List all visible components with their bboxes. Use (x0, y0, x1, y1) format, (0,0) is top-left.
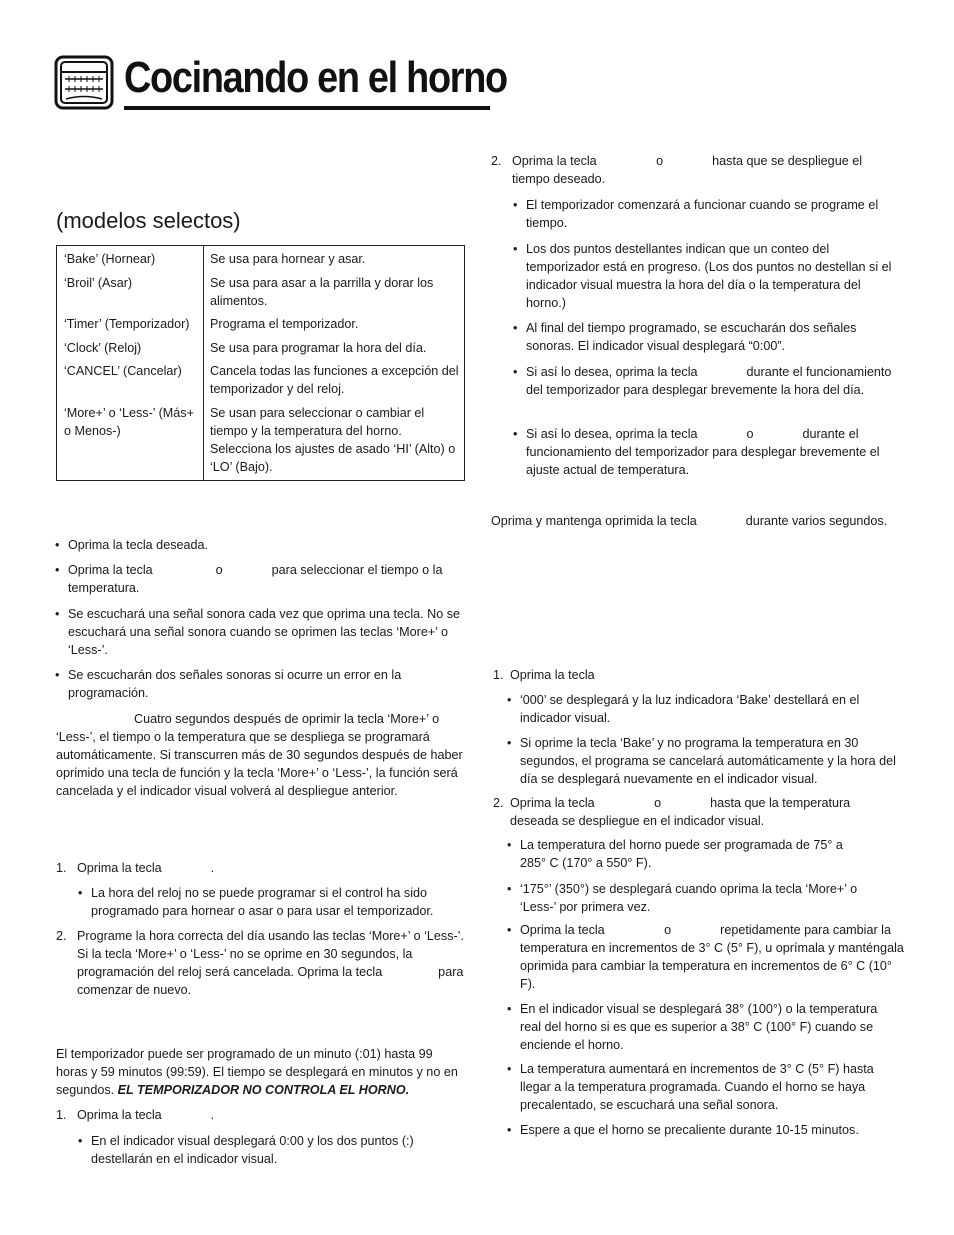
list-item: • Si así lo desea, oprima la tecla o durante el funcionamiento del temporizador para desplegar brevemente el ajuste actual de temperatura. (526, 425, 902, 479)
control-table (56, 245, 465, 481)
step-number: 1. (56, 1108, 67, 1122)
list-item: • Si así lo desea, oprima la tecla durante el funcionamiento del temporizador para desplegar brevemente la hora del día. (526, 363, 902, 399)
list-item: • Si oprime la tecla ‘Bake’ y no programa la temperatura en 30 segundos, el programa se cancelará automáticamente y la hora del día se desplegará nuevamente en el indicador visual. (520, 734, 900, 788)
clock-step-1: Oprima la tecla . (77, 861, 215, 875)
timer-step-1: Oprima la tecla . (77, 1108, 215, 1122)
title-underline (124, 106, 490, 110)
table-desc: Se usan para seleccionar o cambiar el tiempo y la temperatura del horno. Selecciona los ajustes de asado ‘HI’ (Alto) o ‘LO’ (Bajo). (210, 406, 456, 474)
list-item: • Se escucharán dos señales sonoras si ocurre un error en la programación. (68, 666, 460, 702)
timer-warning: EL TEMPORIZADOR NO CONTROLA EL HORNO. (117, 1083, 410, 1097)
timer-intro (56, 1045, 466, 1099)
table-desc: Programa el temporizador. (210, 317, 359, 331)
step-number: 2. (56, 929, 67, 943)
list-item: • Oprima la tecla o repetidamente para cambiar la temperatura en incrementos de 3° C (5° F), u oprímala y manténgala oprimida para cambiar la temperatura en incrementos de 6° C (10° F). (520, 921, 905, 993)
list-item: • ‘175°’ (350°) se desplegará cuando oprima la tecla ‘More+’ o ‘Less-’ por primera vez. (520, 880, 865, 916)
timer-step-2: Oprima la tecla o hasta que se despliegue el tiempo deseado. (512, 154, 866, 186)
table-desc: Cancela todas las funciones a excepción del temporizador y del reloj. (210, 364, 459, 396)
cancel-timer-text: Oprima y mantenga oprimida la tecla durante varios segundos. (491, 514, 888, 528)
list-item: • En el indicador visual desplegará 0:00 y los dos puntos (:) destellarán en el indicador visual. (91, 1132, 451, 1168)
table-key: ‘Clock’ (Reloj) (64, 341, 142, 355)
table-desc: Se usa para asar a la parrilla y dorar los alimentos. (210, 276, 434, 308)
list-item: • Al final del tiempo programado, se escucharán dos señales sonoras. El indicador visual desplegará “0:00”. (526, 319, 902, 355)
table-key: ‘More+’ o ‘Less-’ (Más+ o Menos-) (64, 406, 194, 438)
table-divider (203, 246, 204, 480)
list-item: • En el indicador visual se desplegará 38° (100°) o la temperatura real del horno si es que es superior a 38° C (100° F) cuando se enciende el horno. (520, 1000, 895, 1054)
table-key: ‘Timer’ (Temporizador) (64, 317, 190, 331)
table-key: ‘Broil’ (Asar) (64, 276, 133, 290)
list-item: • Espere a que el horno se precaliente durante 10-15 minutos. (520, 1121, 895, 1139)
list-item: • Oprima la tecla deseada. (68, 536, 458, 554)
table-desc: Se usa para hornear y asar. (210, 252, 366, 266)
step-number: 2. (491, 154, 502, 168)
note-paragraph: Cuatro segundos después de oprimir la tecla ‘More+’ o ‘Less-’, el tiempo o la temperatura que se despliega se programará automáticamente. Si transcurren más de 30 segundos después de haber oprimido una tecla de función y la tecla ‘More+’ o ‘Less-’, la función será cancelada y el indicador visual volverá al despliegue anterior. (56, 712, 463, 798)
list-item: • La temperatura aumentará en incrementos de 3° C (5° F) hasta llegar a la temperatura programada. Cuando el horno se haya precalentado, se escuchará una señal sonora. (520, 1060, 895, 1114)
timer-intro-text: El temporizador puede ser programado de un minuto (:01) hasta 99 horas y 59 minutos (99:59). El tiempo se desplegará en minutos y no en segundos. (56, 1047, 458, 1097)
step-number: 2. (493, 796, 504, 810)
list-item: • Oprima la tecla o para seleccionar el tiempo o la temperatura. (68, 561, 460, 597)
step-number: 1. (493, 668, 504, 682)
oven-icon (54, 55, 114, 110)
section-subtitle: (modelos selectos) (56, 208, 241, 233)
page-title: Cocinando en el horno (124, 53, 507, 102)
step-number: 1. (56, 861, 67, 875)
list-item: • La temperatura del horno puede ser programada de 75° a 285° C (170° a 550° F). (520, 836, 865, 872)
list-item: • ‘000’ se desplegará y la luz indicadora ‘Bake’ destellará en el indicador visual. (520, 691, 900, 727)
list-item: • La hora del reloj no se puede programar si el control ha sido programado para hornear o asar o para usar el temporizador. (91, 884, 461, 920)
clock-step-2: Programe la hora correcta del día usando las teclas ‘More+’ o ‘Less-’. Si la tecla ‘More+’ o ‘Less-’ no se oprime en 30 segundos, la programación del reloj será cancelada. Oprima la tecla para comenzar de nuevo. (77, 929, 468, 997)
list-item: • Los dos puntos destellantes indican que un conteo del temporizador está en progreso. (Los dos puntos no destellan si el indicador visual muestra la hora del día o la temperatura del horno.) (526, 240, 902, 312)
bake-step-1: Oprima la tecla (510, 668, 595, 682)
list-item: • Se escuchará una señal sonora cada vez que oprima una tecla. No se escuchará una señal sonora cuando se oprimen las teclas ‘More+’ o ‘Less-’. (68, 605, 464, 659)
list-item: • El temporizador comenzará a funcionar cuando se programe el tiempo. (526, 196, 902, 232)
table-desc: Se usa para programar la hora del día. (210, 341, 427, 355)
bake-step-2: Oprima la tecla o hasta que la temperatura deseada se despliegue en el indicador visual. (510, 796, 854, 828)
table-key: ‘CANCEL’ (Cancelar) (64, 364, 182, 378)
table-key: ‘Bake’ (Hornear) (64, 252, 156, 266)
